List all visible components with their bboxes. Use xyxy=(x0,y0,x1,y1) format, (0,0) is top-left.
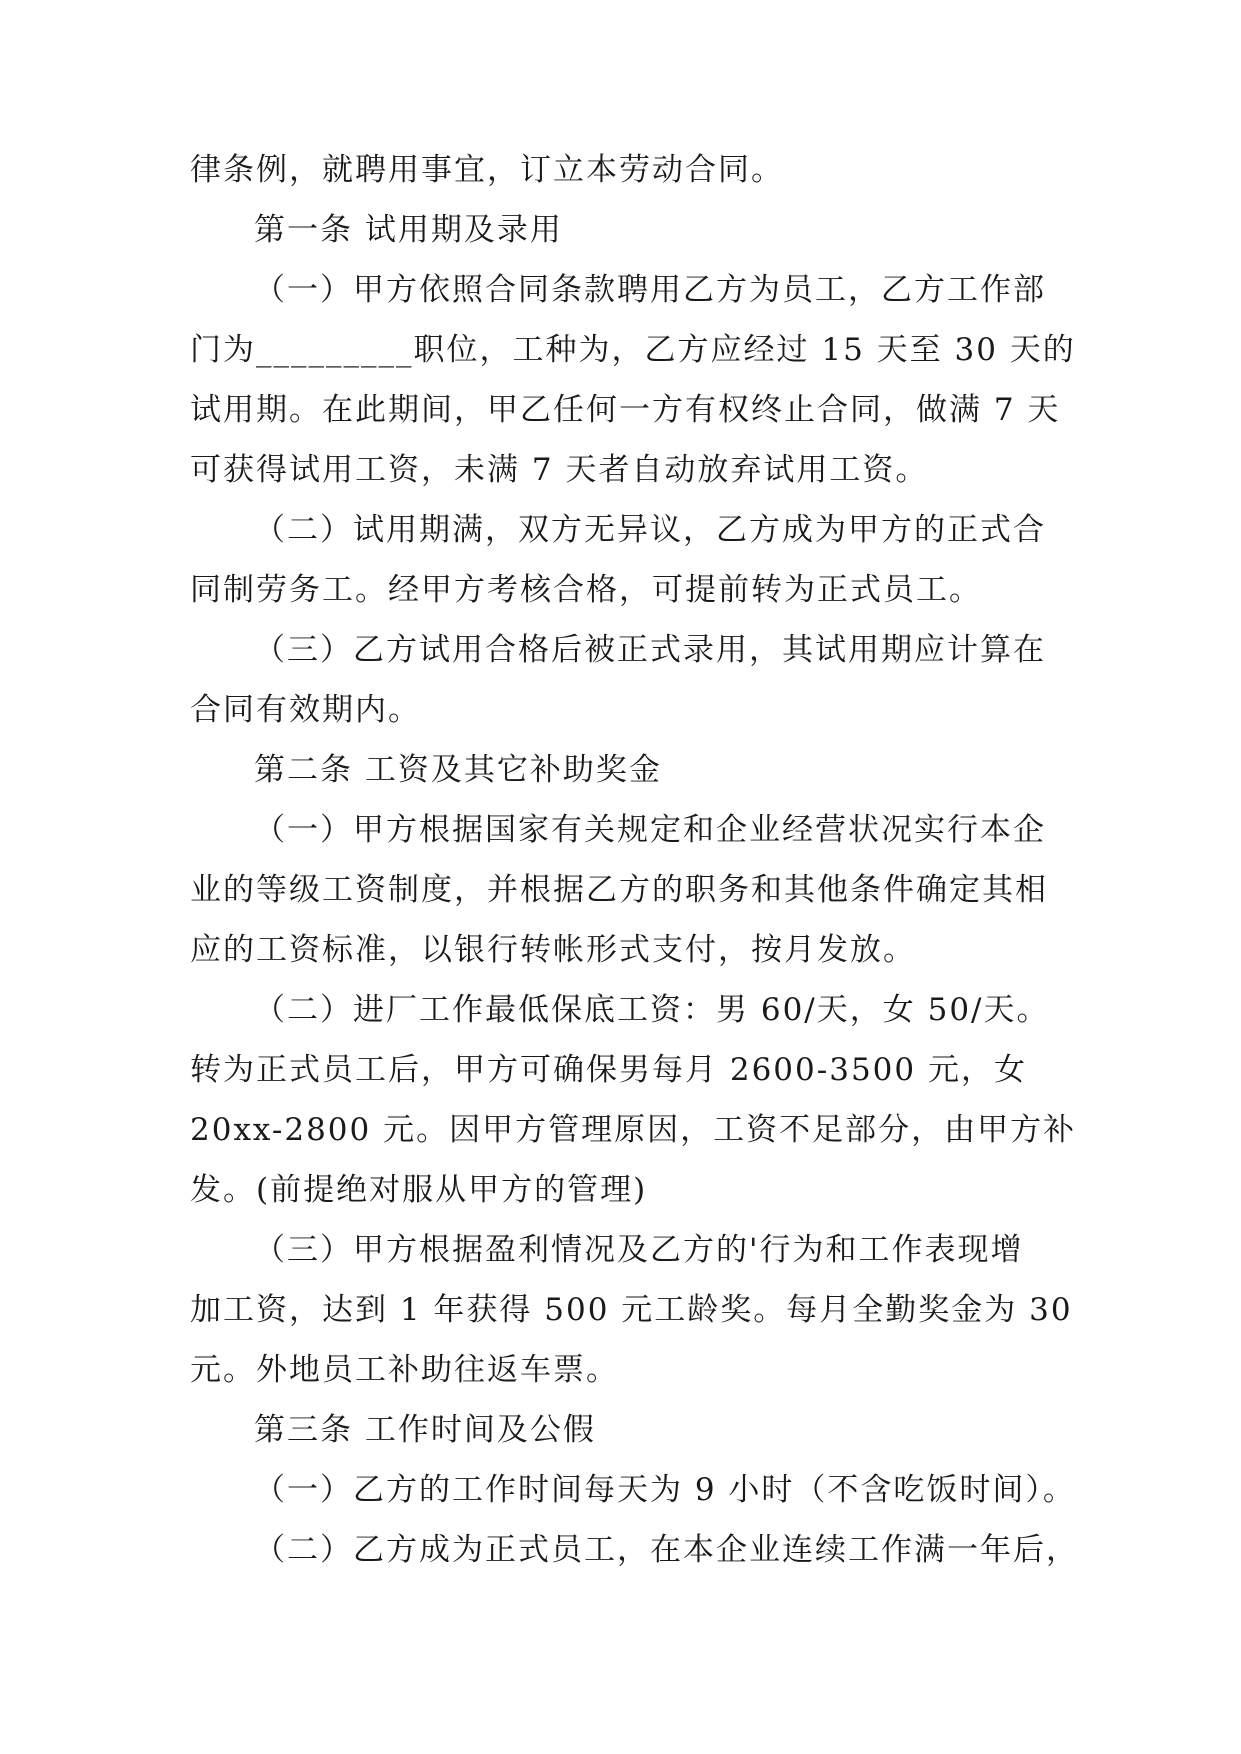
text-line: （三）甲方根据盈利情况及乙方的'行为和工作表现增 xyxy=(254,1232,1024,1268)
text-line: （三）乙方试用合格后被正式录用，其试用期应计算在 xyxy=(254,632,1046,668)
text-line: 合同有效期内。 xyxy=(190,692,421,728)
text-line: （一）甲方依照合同条款聘用乙方为员工，乙方工作部 xyxy=(254,272,1046,308)
text-line: 业的等级工资制度，并根据乙方的职务和其他条件确定其相 xyxy=(190,872,1048,908)
text-line: 律条例，就聘用事宜，订立本劳动合同。 xyxy=(190,152,784,188)
text-line: （二）乙方成为正式员工，在本企业连续工作满一年后， xyxy=(254,1532,1079,1568)
text-line: （二）试用期满，双方无异议，乙方成为甲方的正式合 xyxy=(254,512,1046,548)
text-line: 20xx-2800 元。因甲方管理原因，工资不足部分，由甲方补 xyxy=(190,1112,1077,1148)
section-heading: 第三条 工作时间及公假 xyxy=(254,1412,596,1448)
text-line: （一）甲方根据国家有关规定和企业经营状况实行本企 xyxy=(254,812,1046,848)
section-heading: 第一条 试用期及录用 xyxy=(254,212,563,248)
text-line: 门为_________职位，工种为，乙方应经过 15 天至 30 天的 xyxy=(190,332,1076,368)
text-line: （二）进厂工作最低保底工资：男 60/天，女 50/天。 xyxy=(254,992,1050,1028)
text-line: 同制劳务工。经甲方考核合格，可提前转为正式员工。 xyxy=(190,572,982,608)
text-line: 应的工资标准，以银行转帐形式支付，按月发放。 xyxy=(190,932,916,968)
text-line: 加工资，达到 1 年获得 500 元工龄奖。每月全勤奖金为 30 xyxy=(190,1292,1073,1328)
text-line: 试用期。在此期间，甲乙任何一方有权终止合同，做满 7 天 xyxy=(190,392,1061,428)
text-line: 发。(前提绝对服从甲方的管理) xyxy=(190,1172,648,1208)
text-line: 元。外地员工补助往返车票。 xyxy=(190,1352,619,1388)
section-heading: 第二条 工资及其它补助奖金 xyxy=(254,752,662,788)
text-line: （一）乙方的工作时间每天为 9 小时（不含吃饭时间）。 xyxy=(254,1472,1076,1508)
text-line: 转为正式员工后，甲方可确保男每月 2600-3500 元，女 xyxy=(190,1052,1027,1088)
text-line: 可获得试用工资，未满 7 天者自动放弃试用工资。 xyxy=(190,452,929,488)
